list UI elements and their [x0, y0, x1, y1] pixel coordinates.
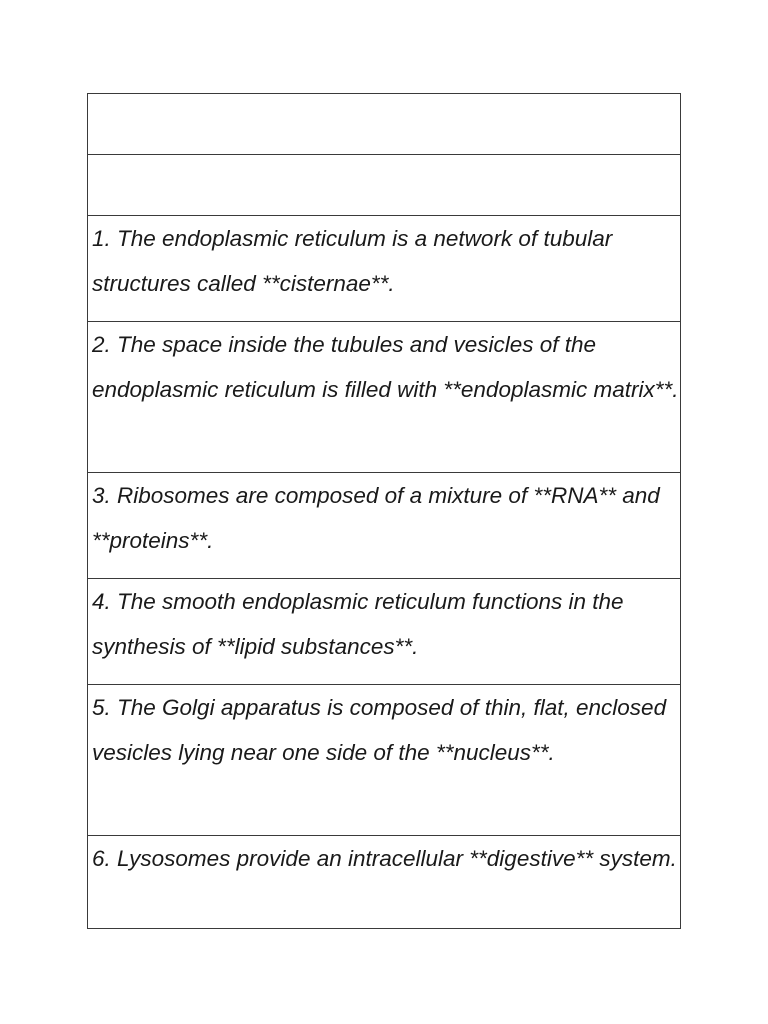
statement-4-text: 4. The smooth endoplasmic reticulum functions in the synthesis of **lipid substances**. [92, 589, 624, 659]
statement-2-text: 2. The space inside the tubules and vesicles of the endoplasmic reticulum is filled with **endoplasmic matrix**. [92, 332, 679, 402]
table-cell [88, 579, 681, 685]
table-cell [88, 322, 681, 473]
table-cell [88, 836, 681, 929]
table-row [88, 155, 681, 216]
statement-3-text: 3. Ribosomes are composed of a mixture of **RNA** and **proteins**. [92, 483, 660, 553]
table-cell [88, 685, 681, 836]
table-cell [88, 473, 681, 579]
table-cell-empty [88, 94, 681, 155]
table-row [88, 473, 681, 579]
statement-6-text: 6. Lysosomes provide an intracellular **digestive** system. [92, 846, 677, 871]
statement-1-text: 1. The endoplasmic reticulum is a network of tubular structures called **cisternae**. [92, 226, 613, 296]
table-cell [88, 216, 681, 322]
table-row [88, 322, 681, 473]
statement-5-text: 5. The Golgi apparatus is composed of thin, flat, enclosed vesicles lying near one side of the **nucleus**. [92, 695, 667, 765]
table-cell-empty [88, 155, 681, 216]
table-row [88, 836, 681, 929]
table-row [88, 94, 681, 155]
statement-table [87, 93, 681, 929]
table-row [88, 685, 681, 836]
table-row [88, 216, 681, 322]
table-row [88, 579, 681, 685]
